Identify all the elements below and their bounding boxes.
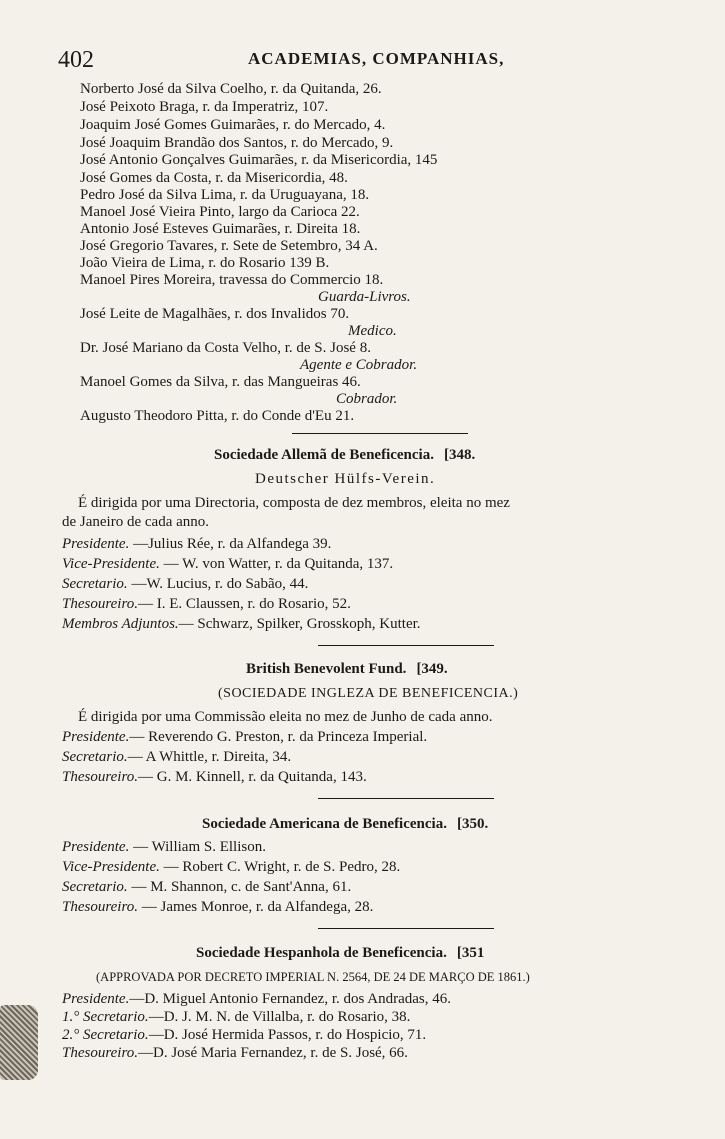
category-label-agente: Agente e Cobrador. xyxy=(300,357,418,373)
officer-role: Secretario. xyxy=(62,879,128,895)
list-item: José Leite de Magalhães, r. dos Invalidos 70. xyxy=(80,306,350,322)
officer-text: —W. Lucius, r. do Sabão, 44. xyxy=(127,576,309,592)
section-title-text: British Benevolent Fund. xyxy=(246,661,407,677)
officer-text: —Julius Rée, r. da Alfandega 39. xyxy=(129,536,332,552)
section-intro: É dirigida por uma Directoria, composta de dez membros, eleita no mez xyxy=(78,495,510,511)
page-number: 402 xyxy=(58,47,94,73)
officer-text: — James Monroe, r. da Alfandega, 28. xyxy=(137,899,374,915)
section-subtitle-348: Deutscher Hülfs-Verein. xyxy=(255,471,436,487)
list-item: José Gomes da Costa, r. da Misericordia, 48. xyxy=(80,170,348,186)
list-item: Manoel José Vieira Pinto, largo da Carioca 22. xyxy=(80,204,360,220)
officer-role: Secretario. xyxy=(62,749,128,765)
officer-row xyxy=(62,990,451,1008)
section-title-text: Sociedade Allemã de Beneficencia. xyxy=(214,447,434,463)
section-number: [351 xyxy=(456,945,485,961)
list-item: José Joaquim Brandão dos Santos, r. do Mercado, 9. xyxy=(80,135,394,151)
officer-role: Membros Adjuntos. xyxy=(62,616,179,632)
section-rule xyxy=(318,645,494,646)
officer-text: — M. Shannon, c. de Sant'Anna, 61. xyxy=(127,879,352,895)
category-label-guarda-livros: Guarda-Livros. xyxy=(318,289,411,305)
officer-row xyxy=(62,878,351,896)
list-item: Augusto Theodoro Pitta, r. do Conde d'Eu 21. xyxy=(80,408,355,424)
officer-text: —D. J. M. N. de Villalba, r. do Rosario, 38. xyxy=(148,1009,411,1025)
officer-role: Vice-Presidente. xyxy=(62,859,160,875)
officer-role: Presidente. xyxy=(62,729,130,745)
officer-row xyxy=(62,535,331,553)
officer-text: — G. M. Kinnell, r. da Quitanda, 143. xyxy=(137,769,367,785)
section-rule xyxy=(318,798,494,799)
officer-role: Presidente. xyxy=(62,536,130,552)
section-intro: É dirigida por uma Commissão eleita no mez de Junho de cada anno. xyxy=(78,709,493,725)
category-label-cobrador: Cobrador. xyxy=(336,391,398,407)
officer-row xyxy=(62,555,393,573)
officer-row xyxy=(62,1044,408,1062)
officer-role: Vice-Presidente. xyxy=(62,556,160,572)
section-number: [349. xyxy=(416,661,448,677)
officer-role: Thesoureiro. xyxy=(62,769,138,785)
officer-role: Thesoureiro. xyxy=(62,899,138,915)
officer-role: Presidente. xyxy=(62,991,130,1007)
page-header xyxy=(58,47,695,77)
list-item: José Peixoto Braga, r. da Imperatriz, 107. xyxy=(80,99,329,115)
officer-text: — Robert C. Wright, r. de S. Pedro, 28. xyxy=(159,859,401,875)
list-item: Dr. José Mariano da Costa Velho, r. de S. José 8. xyxy=(80,340,371,356)
officer-row xyxy=(62,728,427,746)
officer-text: — I. E. Claussen, r. do Rosario, 52. xyxy=(137,596,351,612)
officer-row xyxy=(62,838,266,856)
officer-role: Thesoureiro. xyxy=(62,596,138,612)
officer-text: — W. von Watter, r. da Quitanda, 137. xyxy=(159,556,394,572)
section-subtitle-351: (APPROVADA POR DECRETO IMPERIAL N. 2564, DE 24 DE MARÇO DE 1861.) xyxy=(96,970,530,984)
officer-text: — A Whittle, r. Direita, 34. xyxy=(127,749,292,765)
officer-row xyxy=(62,1026,426,1044)
officer-text: — Reverendo G. Preston, r. da Princeza Imperial. xyxy=(129,729,428,745)
section-number: [348. xyxy=(443,447,476,463)
section-title-351 xyxy=(196,944,484,962)
section-rule xyxy=(292,433,468,434)
category-label-medico: Medico. xyxy=(348,323,397,339)
officer-row xyxy=(62,595,351,613)
officer-row xyxy=(62,1008,410,1026)
officer-text: —D. José Maria Fernandez, r. de S. José, 66. xyxy=(137,1045,408,1061)
officer-text: — William S. Ellison. xyxy=(129,839,266,855)
list-item: José Antonio Gonçalves Guimarães, r. da Misericordia, 145 xyxy=(80,152,438,168)
library-stamp xyxy=(0,1005,38,1080)
section-intro: de Janeiro de cada anno. xyxy=(62,514,210,530)
officer-role: Thesoureiro. xyxy=(62,1045,138,1061)
list-item: Norberto José da Silva Coelho, r. da Quitanda, 26. xyxy=(80,81,382,97)
section-title-350 xyxy=(202,815,488,833)
section-title-text: Sociedade Americana de Beneficencia. xyxy=(202,816,447,832)
list-item: João Vieira de Lima, r. do Rosario 139 B. xyxy=(80,255,330,271)
section-subtitle-349: (SOCIEDADE INGLEZA DE BENEFICENCIA.) xyxy=(218,686,519,701)
officer-row xyxy=(62,898,373,916)
list-item: Manoel Gomes da Silva, r. das Mangueiras 46. xyxy=(80,374,361,390)
officer-text: —D. José Hermida Passos, r. do Hospicio, 71. xyxy=(148,1027,427,1043)
officer-role: Secretario. xyxy=(62,576,128,592)
officer-role: 1.° Secretario. xyxy=(62,1009,149,1025)
list-item: Manoel Pires Moreira, travessa do Commercio 18. xyxy=(80,272,384,288)
list-item: Pedro José da Silva Lima, r. da Uruguayana, 18. xyxy=(80,187,370,203)
officer-role: Presidente. xyxy=(62,839,130,855)
section-title-text: Sociedade Hespanhola de Beneficencia. xyxy=(196,945,447,961)
officer-row xyxy=(62,575,308,593)
officer-role: 2.° Secretario. xyxy=(62,1027,149,1043)
section-title-349 xyxy=(246,660,448,678)
section-number: [350. xyxy=(456,816,489,832)
section-title-348 xyxy=(214,446,475,464)
officer-text: — Schwarz, Spilker, Grosskoph, Kutter. xyxy=(178,616,421,632)
officer-row xyxy=(62,768,367,786)
list-item: Joaquim José Gomes Guimarães, r. do Mercado, 4. xyxy=(80,117,386,133)
officer-text: —D. Miguel Antonio Fernandez, r. dos Andradas, 46. xyxy=(129,991,451,1007)
section-rule xyxy=(318,928,494,929)
officer-row xyxy=(62,858,400,876)
officer-row xyxy=(62,748,291,766)
list-item: Antonio José Esteves Guimarães, r. Direita 18. xyxy=(80,221,361,237)
running-head: ACADEMIAS, COMPANHIAS, xyxy=(248,49,505,68)
officer-row xyxy=(62,615,421,633)
list-item: José Gregorio Tavares, r. Sete de Setembro, 34 A. xyxy=(80,238,378,254)
